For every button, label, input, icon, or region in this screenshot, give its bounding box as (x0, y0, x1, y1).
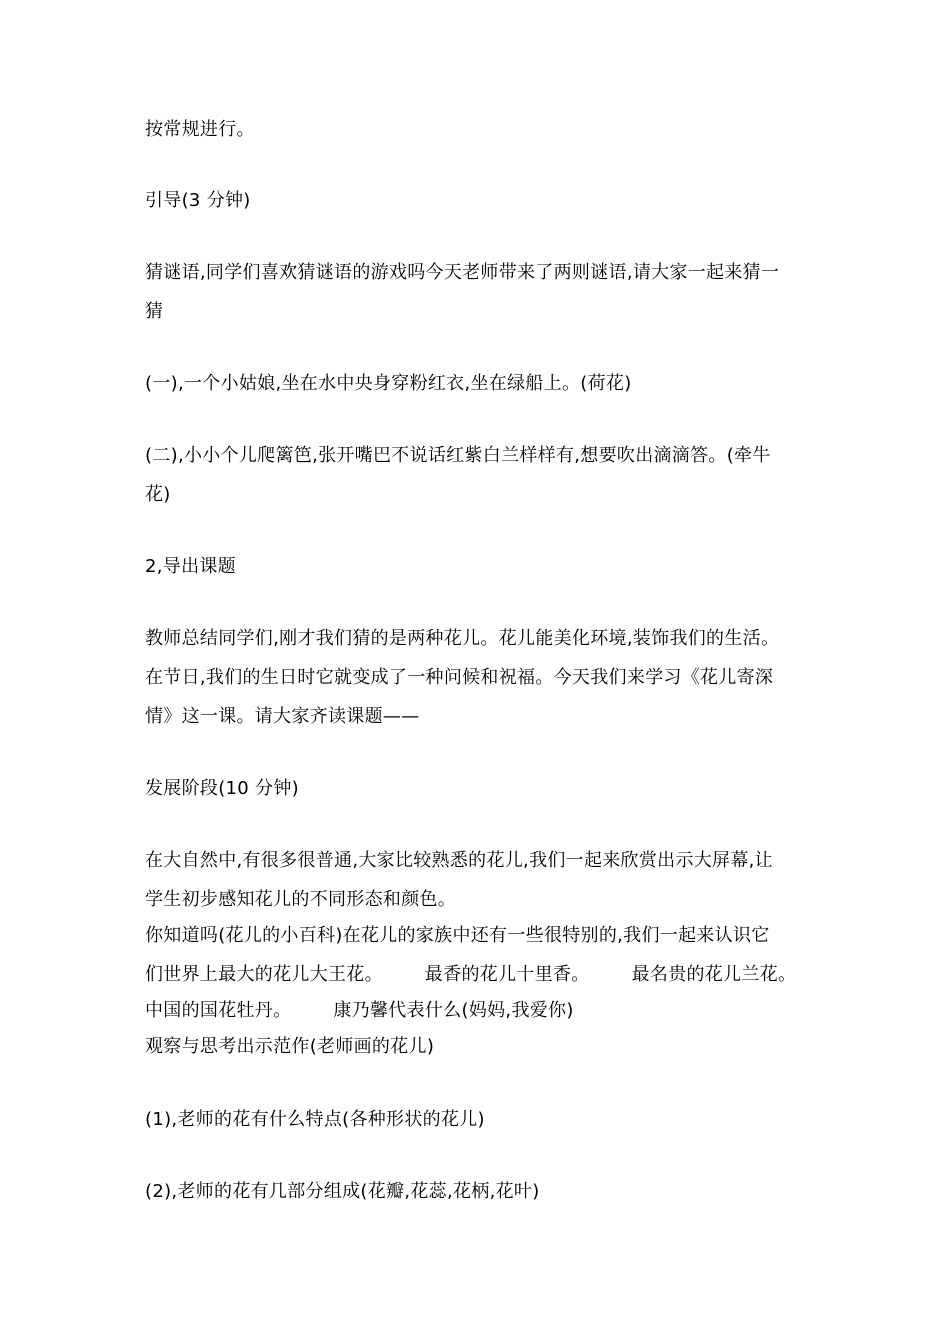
question-one: (1),老师的花有什么特点(各种形状的花儿) (145, 1109, 485, 1130)
flower-fact-carnation: 康乃馨代表什么(妈妈,我爱你) (333, 1000, 574, 1021)
peony-line (145, 999, 574, 1023)
flower-fact-orchid: 最名贵的花儿兰花。 (631, 964, 797, 985)
paragraph-nature-cont: 学生初步感知花儿的不同形态和颜色。 (145, 889, 457, 910)
paragraph-riddle-intro: 猜谜语,同学们喜欢猜谜语的游戏吗今天老师带来了两则谜语,请大家一起来猜一 (145, 262, 780, 283)
flower-fact-rafflesia: 们世界上最大的花儿大王花。 (145, 964, 383, 985)
riddle-one: (一),一个小姑娘,坐在水中央身穿粉红衣,坐在绿船上。(荷花) (145, 373, 632, 394)
paragraph-riddle-intro-cont: 猜 (145, 301, 164, 322)
flower-fact-peony: 中国的国花牡丹。 (145, 1000, 292, 1021)
question-two: (2),老师的花有几部分组成(花瓣,花蕊,花柄,花叶) (145, 1181, 540, 1202)
heading-introduction: 引导(3 分钟) (145, 190, 251, 211)
paragraph-did-you-know: 你知道吗(花儿的小百科)在花儿的家族中还有一些很特别的,我们一起来认识它 (145, 925, 770, 946)
paragraph-summary-cont2: 情》这一课。请大家齐读课题—— (145, 706, 420, 727)
riddle-two: (二),小小个儿爬篱笆,张开嘴巴不说话红紫白兰样样有,想要吹出滴滴答。(牵牛 (145, 445, 771, 466)
paragraph-summary: 教师总结同学们,刚才我们猜的是两种花儿。花儿能美化环境,装饰我们的生活。 (145, 628, 780, 649)
paragraph-routine: 按常规进行。 (145, 119, 255, 140)
flower-fact-fragrant: 最香的花儿十里香。 (424, 964, 590, 985)
heading-development: 发展阶段(10 分钟) (145, 778, 299, 799)
paragraph-nature: 在大自然中,有很多很普通,大家比较熟悉的花儿,我们一起来欣赏出示大屏幕,让 (145, 850, 773, 871)
paragraph-summary-cont1: 在节日,我们的生日时它就变成了一种问候和祝福。今天我们来学习《花儿寄深 (145, 667, 774, 688)
heading-lead-topic: 2,导出课题 (145, 556, 236, 577)
flower-facts-line (145, 963, 796, 987)
paragraph-observe: 观察与思考出示范作(老师画的花儿) (145, 1036, 435, 1057)
riddle-two-cont: 花) (145, 484, 171, 505)
